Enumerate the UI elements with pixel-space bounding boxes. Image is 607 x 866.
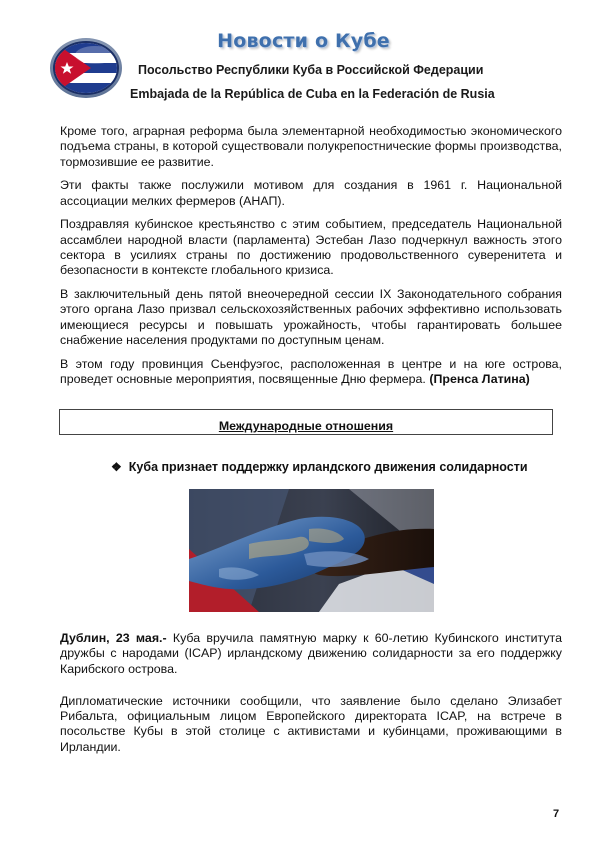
paragraph: Дипломатические источники сообщили, что заявление было сделано Элизабет Рибальта, официальным лицом Европейского директората ICAP, на встрече в посольстве Кубы в этой столице с активистами и кубинцами, проживающими в Ирландии. xyxy=(60,693,562,754)
section-header-box xyxy=(59,409,553,435)
section-title: Международные отношения xyxy=(218,419,394,433)
paragraph xyxy=(60,357,562,388)
diamond-bullet-icon: ❖ xyxy=(111,460,122,474)
hands-over-cuban-flag-photo xyxy=(189,489,434,612)
paragraph: Эти факты также послужили мотивом для создания в 1961 г. Национальной ассоциации мелких фермеров (АНАП). xyxy=(60,178,562,208)
lead-paragraph xyxy=(60,631,562,677)
page-number: 7 xyxy=(553,808,560,820)
paragraph: Кроме того, аграрная реформа была элементарной необходимостью экономического подъема страны, в которой существовали полукрепостнические формы производства, тормозившие ее развитие. xyxy=(60,124,562,169)
lead-text: Куба вручила памятную марку к 60-летию Кубинского института дружбы с народами (ICAP) ирландскому движению солидарности за его поддержку Карибского острова. xyxy=(60,631,562,676)
dateline: Дублин, 23 мая.- xyxy=(60,631,167,645)
embassy-name-spanish: Embajada de la República de Cuba en la Federación de Rusia xyxy=(130,87,495,101)
masthead-title: Новости о Кубе xyxy=(217,30,390,52)
embassy-name-russian: Посольство Республики Куба в Российской Федерации xyxy=(138,63,484,77)
news-source: (Пренса Латина) xyxy=(429,372,530,387)
article-headline xyxy=(111,460,528,474)
article-continuation xyxy=(60,124,562,396)
headline-text: Куба признает поддержку ирландского движения солидарности xyxy=(128,460,528,474)
article-body xyxy=(60,631,562,772)
paragraph: Поздравляя кубинское крестьянство с этим событием, председатель Национальной ассамблеи народной власти (парламента) Эстебан Лазо подчеркнул важность этого сектора в усилиях страны по достижению продовольственного суверенитета и безопасности в контексте глобального кризиса. xyxy=(60,217,562,278)
paragraph-text: В этом году провинция Сьенфуэгос, расположенная в центре и на юге острова, проведет основные мероприятия, посвященные Дню фермера. xyxy=(60,356,562,387)
paragraph: В заключительный день пятой внеочередной сессии IX Законодательного собрания этого органа Лазо призвал сельскохозяйственных рабочих эффективно использовать имеющиеся ресурсы и повышать урожайность, чтобы гарантировать большее снабжение населения продуктами по доступным ценам. xyxy=(60,287,562,348)
